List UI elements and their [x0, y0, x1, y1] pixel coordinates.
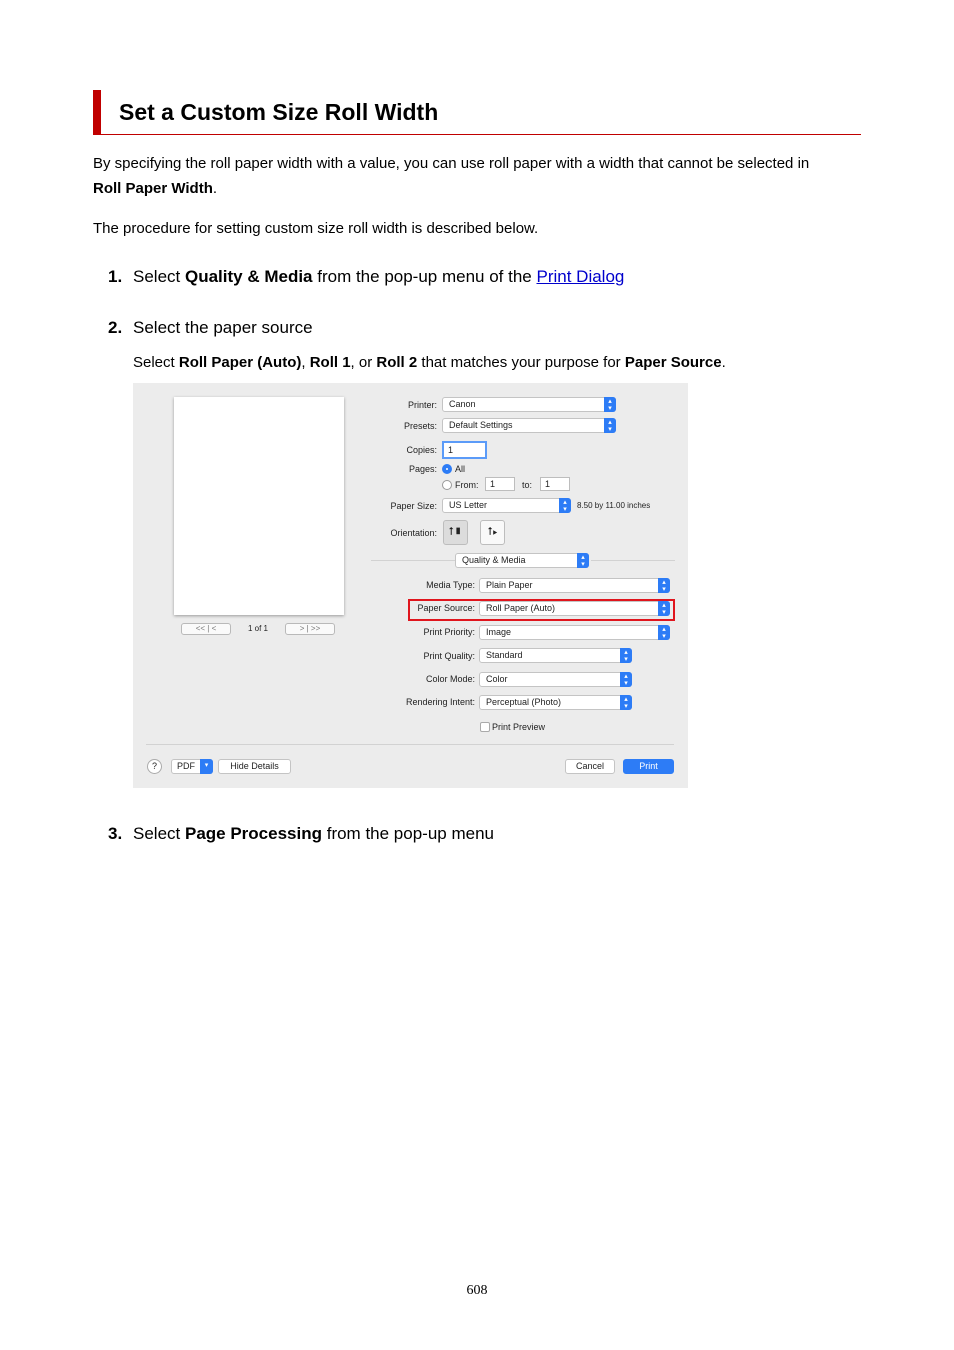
rendering-intent-value: Perceptual (Photo) — [486, 697, 562, 707]
page-preview — [174, 397, 344, 615]
preview-nav-back-button[interactable]: << | < — [181, 623, 231, 635]
presets-popup[interactable] — [442, 418, 616, 433]
rendering-intent-popup[interactable] — [479, 695, 632, 710]
pages-to-field[interactable]: 1 — [540, 477, 570, 491]
intro-end: . — [212, 180, 218, 197]
rendering-intent-label: Rendering Intent: — [405, 697, 475, 707]
chevron-updown-icon: ▴ ▾ — [620, 695, 632, 710]
footer-divider — [146, 744, 674, 745]
media-type-label: Media Type: — [426, 580, 475, 590]
print-button[interactable]: Print — [623, 759, 674, 774]
print-dialog-link[interactable]: Print Dialog — [536, 267, 625, 286]
presets-label: Presets: — [403, 421, 437, 431]
detail-text: . — [721, 354, 726, 371]
panel-popup[interactable] — [455, 553, 589, 568]
divider — [371, 560, 455, 561]
step-1 — [108, 267, 624, 287]
landscape-orientation-icon[interactable]: ⭡▸ — [480, 520, 505, 545]
orientation-label: Orientation: — [390, 528, 437, 538]
step-text: from the pop-up menu — [322, 824, 494, 843]
print-preview-checkbox[interactable] — [480, 722, 490, 732]
chevron-updown-icon: ▴ ▾ — [620, 648, 632, 663]
paper-size-dimensions: 8.50 by 11.00 inches — [577, 501, 651, 510]
print-priority-popup[interactable] — [479, 625, 670, 640]
chevron-updown-icon: ▴ ▾ — [658, 578, 670, 593]
heading-accent-bar — [93, 90, 101, 134]
chevron-updown-icon: ▴ ▾ — [620, 672, 632, 687]
presets-value: Default Settings — [449, 420, 513, 430]
print-quality-label: Print Quality: — [423, 651, 475, 661]
step-3 — [108, 824, 494, 844]
print-priority-label: Print Priority: — [423, 627, 475, 637]
print-priority-value: Image — [486, 627, 512, 637]
portrait-orientation-icon[interactable]: ⭡▮ — [443, 520, 468, 545]
paper-size-value: US Letter — [449, 500, 488, 510]
pages-from-field[interactable]: 1 — [485, 477, 515, 491]
step-number: 3. — [108, 824, 123, 843]
pages-to-label: to: — [522, 480, 533, 490]
color-mode-value: Color — [486, 674, 508, 684]
detail-bold: Paper Source — [624, 354, 722, 371]
chevron-updown-icon: ▴ ▾ — [604, 418, 616, 433]
pages-from-label: From: — [455, 480, 479, 490]
step-number: 2. — [108, 318, 123, 337]
step-number: 1. — [108, 267, 123, 286]
detail-text: that matches your purpose for — [417, 354, 625, 371]
step-2 — [108, 318, 313, 338]
chevron-updown-icon: ▴ ▾ — [658, 625, 670, 640]
media-type-popup[interactable] — [479, 578, 670, 593]
page-indicator: 1 of 1 — [247, 624, 268, 633]
page-title: Set a Custom Size Roll Width — [119, 99, 439, 125]
hide-details-button[interactable]: Hide Details — [218, 759, 291, 774]
divider — [591, 560, 675, 561]
step-bold: Quality & Media — [184, 267, 313, 286]
chevron-updown-icon: ▴ ▾ — [658, 601, 670, 616]
panel-value: Quality & Media — [462, 555, 526, 565]
paper-size-popup[interactable] — [442, 498, 571, 513]
print-preview-label: Print Preview — [492, 722, 546, 732]
chevron-updown-icon: ▴ ▾ — [604, 397, 616, 412]
pages-all-radio[interactable] — [442, 464, 452, 474]
color-mode-label: Color Mode: — [425, 674, 475, 684]
media-type-value: Plain Paper — [486, 580, 533, 590]
procedure-note: The procedure for setting custom size roll width is described below. — [93, 220, 539, 237]
step-bold: Page Processing — [184, 824, 322, 843]
detail-text: , — [301, 354, 310, 371]
print-quality-value: Standard — [486, 650, 523, 660]
printer-label: Printer: — [407, 400, 437, 410]
detail-bold: Roll Paper (Auto) — [178, 354, 302, 371]
help-button[interactable]: ? — [147, 759, 162, 774]
cancel-button[interactable]: Cancel — [565, 759, 615, 774]
intro-paragraph — [93, 151, 873, 201]
step-2-detail — [133, 354, 726, 371]
intro-bold-term: Roll Paper Width — [93, 180, 213, 197]
printer-popup[interactable] — [442, 397, 616, 412]
print-quality-popup[interactable] — [479, 648, 632, 663]
pdf-label: PDF — [177, 761, 195, 771]
chevron-updown-icon: ▴ ▾ — [559, 498, 571, 513]
printer-value: Canon — [449, 399, 476, 409]
chevron-down-icon: ▾ — [200, 759, 213, 774]
pages-all-label: All — [455, 464, 466, 474]
paper-source-value: Roll Paper (Auto) — [486, 603, 556, 613]
pages-from-radio[interactable] — [442, 480, 452, 490]
step-text: Select the paper source — [133, 318, 313, 337]
intro-text: By specifying the roll paper width with a value, you can use roll paper with a width that cannot be selected in — [93, 155, 810, 172]
section-heading — [93, 90, 861, 135]
step-text: from the pop-up menu of the — [312, 267, 537, 286]
detail-text: Select — [133, 354, 179, 371]
print-dialog-screenshot — [133, 383, 688, 788]
detail-text: , or — [350, 354, 377, 371]
copies-label: Copies: — [406, 445, 437, 455]
paper-source-popup[interactable] — [479, 601, 670, 616]
paper-size-label: Paper Size: — [390, 501, 437, 511]
copies-field[interactable]: 1 — [442, 441, 487, 459]
detail-bold: Roll 2 — [376, 354, 418, 371]
preview-nav-forward-button[interactable]: > | >> — [285, 623, 335, 635]
chevron-updown-icon: ▴ ▾ — [577, 553, 589, 568]
step-text: Select — [133, 267, 185, 286]
step-text: Select — [133, 824, 185, 843]
color-mode-popup[interactable] — [479, 672, 632, 687]
detail-bold: Roll 1 — [309, 354, 351, 371]
pdf-button[interactable] — [171, 759, 213, 774]
page-number: 608 — [466, 1283, 488, 1298]
pages-label: Pages: — [408, 464, 437, 474]
paper-source-label: Paper Source: — [417, 603, 475, 613]
